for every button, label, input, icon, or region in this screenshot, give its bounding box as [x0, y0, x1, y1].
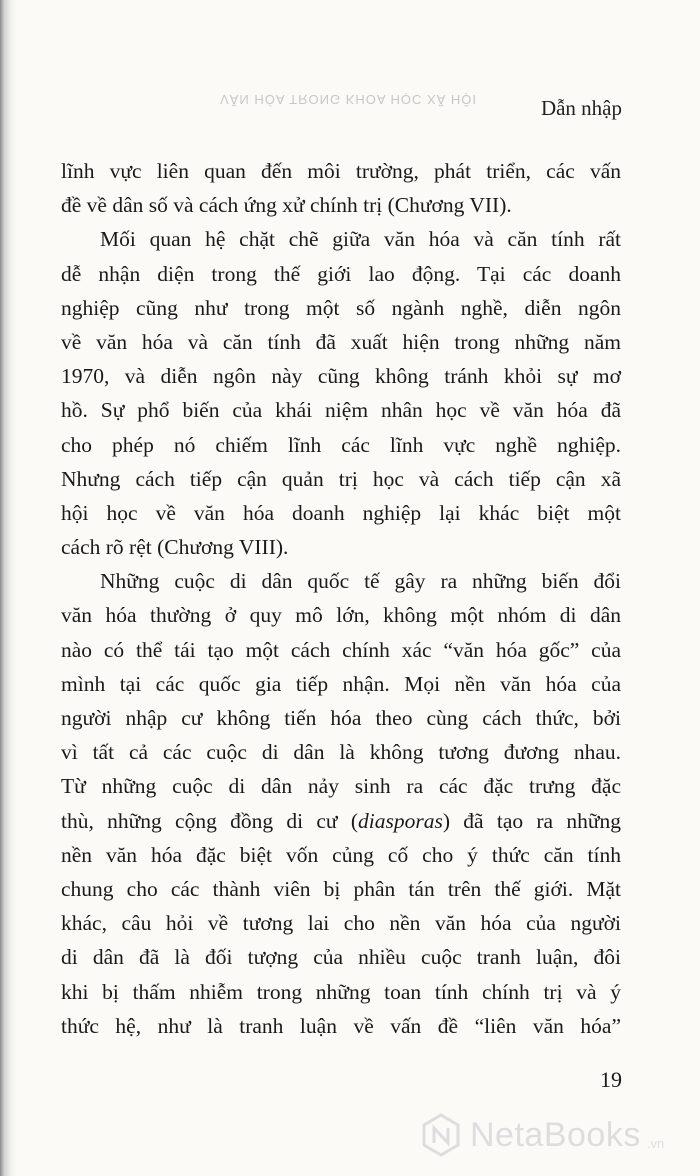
- text-line: nào có thể tái tạo một cách chính xác “văn hóa gốc” của: [61, 637, 621, 662]
- text-line: cách rõ rệt (Chương VIII).: [61, 535, 289, 560]
- text-line: chung cho các thành viên bị phân tán trên thế giới. Mặt: [61, 876, 621, 901]
- body-text: [61, 154, 621, 1043]
- text-segment: ) đã tạo ra những: [442, 808, 622, 833]
- text-line: văn hóa thường ở quy mô lớn, không một nhóm di dân: [61, 603, 621, 628]
- running-head: Dẫn nhập: [540, 96, 622, 120]
- text-line: người nhập cư không tiến hóa theo cùng cách thức, bởi: [61, 706, 621, 730]
- text-line: Những cuộc di dân quốc tế gây ra những biến đổi: [100, 569, 621, 594]
- text-line: [61, 804, 621, 838]
- text-line: nghiệp cũng như trong một số ngành nghề, diễn ngôn: [61, 295, 621, 320]
- text-line: khác, câu hỏi về tương lai cho nền văn hóa của người: [61, 911, 621, 936]
- text-line: về văn hóa và căn tính đã xuất hiện trong những năm: [61, 329, 621, 354]
- watermark-suffix: .vn: [646, 1135, 665, 1151]
- n-hexagon-logo-icon: [418, 1112, 464, 1158]
- text-line: 1970, và diễn ngôn này cũng không tránh khỏi sự mơ: [61, 364, 621, 389]
- text-line: khi bị thấm nhiễm trong những toan tính chính trị và ý: [61, 979, 621, 1004]
- text-line: nền văn hóa đặc biệt vốn củng cố cho ý thức căn tính: [61, 842, 621, 867]
- text-line: dễ nhận diện trong thế giới lao động. Tại các doanh: [61, 261, 621, 286]
- text-line: mình tại các quốc gia tiếp nhận. Mọi nền văn hóa của: [61, 671, 621, 696]
- text-segment: thù, những cộng đồng di cư (: [61, 808, 359, 833]
- watermark: [418, 1110, 664, 1160]
- text-line: di dân đã là đối tượng của nhiều cuộc tranh luận, đôi: [61, 945, 621, 970]
- text-line: thức hệ, như là tranh luận về vấn đề “liên văn hóa”: [61, 1013, 621, 1038]
- text-line: vì tất cả các cuộc di dân là không tương đương nhau.: [61, 740, 621, 765]
- text-line: lĩnh vực liên quan đến môi trường, phát triển, các vấn: [61, 159, 621, 183]
- text-line: Mối quan hệ chặt chẽ giữa văn hóa và căn tính rất: [100, 227, 621, 252]
- text-line: Nhưng cách tiếp cận quản trị học và cách tiếp cận xã: [61, 466, 621, 491]
- text-line: hội học về văn hóa doanh nghiệp lại khác biệt một: [61, 500, 621, 525]
- book-spine-shadow: [0, 0, 16, 1176]
- watermark-text: NetaBooks: [470, 1115, 641, 1154]
- bleed-through-text: VĂN HÓA TRONG KHOA HỌC XÃ HỘI: [220, 92, 478, 107]
- text-line: cho phép nó chiếm lĩnh các lĩnh vực nghề nghiệp.: [61, 432, 621, 457]
- text-line: đề về dân số và cách ứng xử chính trị (Chương VII).: [61, 193, 512, 218]
- italic-term: diasporas: [358, 808, 443, 833]
- page-number: 19: [600, 1067, 622, 1092]
- text-line: Từ những cuộc di dân nảy sinh ra các đặc trưng đặc: [61, 774, 621, 799]
- text-line: hồ. Sự phổ biến của khái niệm nhân học về văn hóa đã: [61, 398, 621, 423]
